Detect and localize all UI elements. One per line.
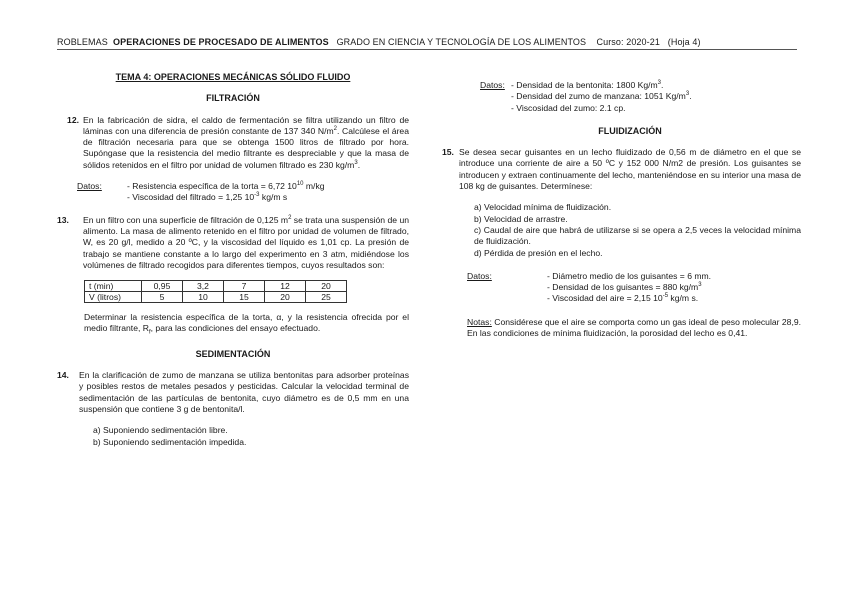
table-header-cell: V (litros) (85, 292, 142, 303)
problem-text: En la clarificación de zumo de manzana se utiliza bentonitas para adsorber proteínas y posibles restos de metales pesados y pesticidas. Calcular la velocidad terminal de sedimentación de las partículas de bentonita, cuyo diámetro es de 0,5 mm en una suspensión que contiene 3 g de bentonita/l. (79, 370, 409, 414)
section-sedimentacion: SEDIMENTACIÓN (195, 348, 271, 359)
table-cell: 12 (265, 281, 306, 292)
problem-15-notas (459, 317, 801, 340)
data-table (84, 280, 347, 303)
dato-viscosidad: - Viscosidad del filtrado = 1,25 $10^{-3}$ kg/m s (127, 192, 288, 203)
dato-resistencia: - Resistencia específica de la torta = 6,72 $10^{10}$ m/kg (127, 181, 325, 192)
dato-densidad-zumo: - Densidad del zumo de manzana: 1051 $Kg/m^3$. (511, 91, 692, 102)
problem-15 (442, 147, 801, 192)
table-cell: 20 (265, 292, 306, 303)
notas-text: Considérese que el aire se comporta como un gas ideal de peso molecular 28,9. En las condiciones de mínima fluidización, la porosidad del lecho es 0,41. (467, 316, 801, 339)
right-column (442, 80, 801, 339)
problem-number: 13. (57, 214, 69, 225)
problem-text: En la fabricación de sidra, el caldo de fermentación se filtra utilizando un filtro de láminas con una diferencia de presión constante de 137 340 $N/m^2$. Calcúlese el área de filtración necesaria para que se obtenga 1500 litros de filtrado por hora. Supóngase que la resistencia del medio filtrante es despreciable y que la masa de sólidos retenidos en el filtro por unidad de volumen filtrado es 230 $kg/m^3$. (83, 114, 409, 170)
header-prefix: ROBLEMAS (57, 37, 108, 47)
problem-13 (57, 215, 409, 271)
list-item: a) Suponiendo sedimentación libre. (93, 425, 228, 436)
topic-title: TEMA 4: OPERACIONES MECÁNICAS SÓLIDO FLUIDO (115, 72, 351, 82)
problem-14-items (57, 425, 409, 448)
table-cell: 20 (306, 281, 347, 292)
dato-diametro-guisantes: - Diámetro medio de los guisantes = 6 mm. (547, 270, 712, 281)
table-cell: 10 (183, 292, 224, 303)
dato-viscosidad-aire: - Viscosidad del aire = 2,15 $10^{-5}$ kg/m s. (547, 293, 699, 304)
list-item: b) Velocidad de arrastre. (474, 213, 568, 224)
dato-viscosidad-zumo: - Viscosidad del zumo: 2.1 cp. (511, 102, 626, 113)
table-cell: 0,95 (142, 281, 183, 292)
table-cell: 5 (142, 292, 183, 303)
list-item: d) Pérdida de presión en el lecho. (474, 247, 603, 258)
section-fluidizacion: FLUIDIZACIÓN (598, 125, 662, 136)
notas-label: Notas: (467, 316, 492, 327)
problem-15-datos (459, 271, 801, 305)
table-cell: 3,2 (183, 281, 224, 292)
problem-12-datos (57, 181, 409, 204)
dato-densidad-guisantes: - Densidad de los guisantes = 880 $kg/m^3$ (547, 282, 702, 293)
problem-text: En un filtro con una superficie de filtración de 0,125 $m^2$ se trata una suspensión de un alimento. La masa de alimento retenido en el filtro por unidad de volumen de filtrado, W, es 20 g/l, medido a 20 ºC, y la viscosidad del líquido es 1,01 cp. La presión de trabajo se mantiene constante a lo largo del experimento en 3 atm, midiéndose los volúmenes de filtrado recogidos para diferentes tiempos, cuyos resultados son: (83, 214, 410, 270)
header-course: Curso: 2020-21 (596, 37, 660, 47)
datos-label: Datos: (480, 80, 505, 90)
list-item: b) Suponiendo sedimentación impedida. (93, 436, 247, 447)
table-row (85, 281, 347, 292)
problem-number: 12. (67, 114, 79, 125)
problem-number: 15. (442, 147, 454, 158)
problem-12 (57, 115, 409, 171)
problem-13-closing: Determinar la resistencia específica de la torta, α, y la resistencia ofrecida por el medio filtrante, $R_f$, para las condiciones del ensayo efectuado. (84, 312, 409, 337)
table-cell: 7 (224, 281, 265, 292)
datos-label: Datos: (77, 181, 102, 192)
table-row (85, 292, 347, 303)
header-rule (57, 49, 797, 50)
table-header-cell: t (min) (85, 281, 142, 292)
problem-text: Se desea secar guisantes en un lecho fluidizado de 0,56 m de diámetro en el que se introduce una corriente de aire a 50 ºC y 152 000 N/m2 de presión. Los guisantes se introducen y extraen continuamente del lecho, manteniéndose en su interior una masa de 108 kg de guisantes. Determínese: (459, 147, 801, 192)
table-cell: 25 (306, 292, 347, 303)
header-sheet: (Hoja 4) (667, 37, 701, 47)
page-header (57, 37, 797, 48)
left-column (57, 72, 409, 448)
header-subject: OPERACIONES DE PROCESADO DE ALIMENTOS (113, 37, 329, 47)
problem-15-items (459, 202, 801, 258)
list-item: c) Caudal de aire que habrá de utilizarse si se opera a 2,5 veces la velocidad mínima de fluidización. (474, 224, 801, 247)
header-degree: GRADO EN CIENCIA Y TECNOLOGÍA DE LOS ALIMENTOS (336, 37, 587, 47)
section-filtracion: FILTRACIÓN (206, 93, 260, 104)
table-cell: 15 (224, 292, 265, 303)
dato-densidad-bentonita: - Densidad de la bentonita: 1800 $Kg/m^3$. (511, 80, 664, 90)
problem-number: 14. (57, 370, 69, 381)
list-item: a) Velocidad mínima de fluidización. (474, 202, 612, 213)
problem-14 (57, 370, 409, 415)
datos-label: Datos: (467, 270, 492, 281)
bentonita-datos (459, 80, 801, 114)
